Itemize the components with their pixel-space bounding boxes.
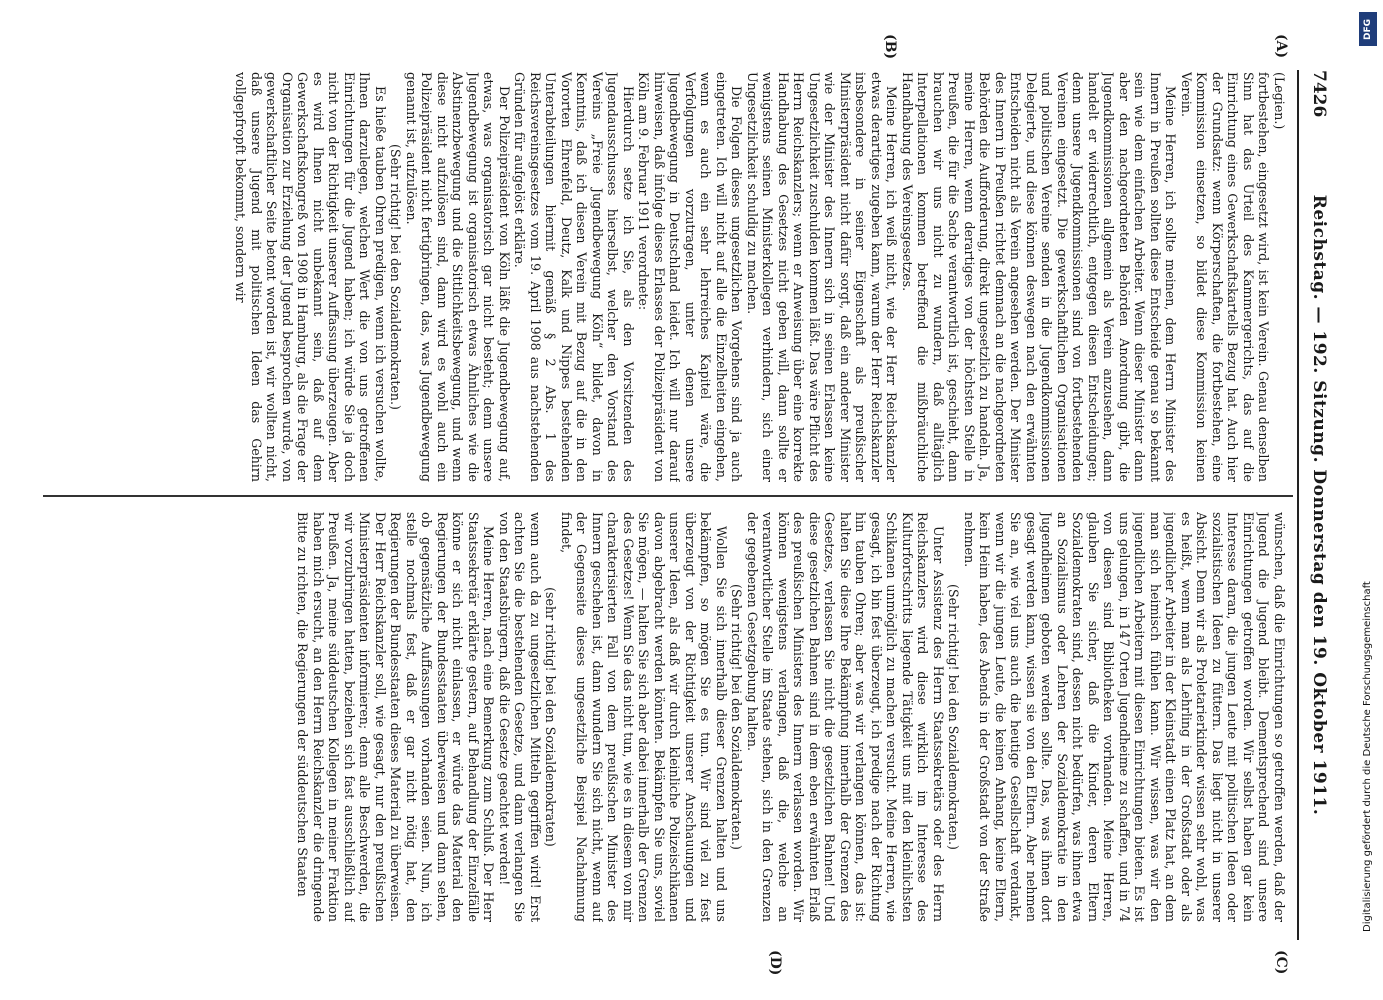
paragraph: fortbestehen, eingesetzt wird, ist kein Verein. Genau denselben Sinn hat das Urteil des Kammergerichts, das auf die Einrichtung eines Gewerkschaftskartells Bezug hat. Auch hier der Grundsatz: wenn Körperschaften, die fortbestehen, eine Kommission einsetzen, so bildet diese Kommission keinen Verein. — [1179, 72, 1272, 482]
page-number: 7426 — [1309, 70, 1329, 118]
section-marker-d: (D) — [767, 950, 783, 976]
paragraph: Meine Herren, ich weiß nicht, wie der Herr Reichskanzler etwas derartiges zugeben kann, warum der Herr Reichskanzler insbesondere in seiner Eigenschaft als preußischer Ministerpräsident nicht dafür sorgt, daß ein anderer Minister wie der Minister des Innern sich in seinen Erlassen keine Ungesetzlichkeit zuschulden kommen läßt. Das wäre Pflicht des Herrn Reichskanzlers; wenn er Anweisung über eine korrekte Handhabung des Gesetzes nicht geben will, dann sollte er wenigstens seinen Ministerkollegen verhindern, sich einer Ungesetzlichkeit schuldig zu machen. — [745, 72, 900, 482]
dfg-stamp — [1357, 8, 1379, 938]
page-header — [1305, 70, 1335, 940]
interjection: (Sehr richtig! bei den Sozialdemokraten.) — [388, 144, 404, 410]
column-divider — [43, 495, 1293, 497]
right-column — [57, 512, 1287, 922]
paragraph: wünschen, daß die Einrichtungen so getroffen werden, daß der Jugend die Jugend bleibt. Dementsprechend sind unsere Einrichtungen getroffen worden. Wir selbst haben gar kein Interesse daran, die jungen Leute mit politischen Ideen oder sozialistischen Ideen zu füttern. Das liegt nicht in unserer Absicht. Denn wir als Proletarierkinder wissen sehr wohl, was es heißt, wenn man als Lehrling in der Großstadt oder als jugendlicher Arbeiter in der Kleinstadt einen Platz hat, an dem man sich heimisch fühlen kann. Wir wissen, was wir den jugendlichen Arbeitern mit diesen Einrichtungen bieten. Es ist uns gelungen, in 147 Orten Jugendheime zu schaffen, und in 74 von diesen sind Bibliotheken vorhanden. Meine Herren, glauben Sie sicher, daß die Kinder, deren Eltern Sozialdemokraten sind, dessen nicht bedürfen, was ihnen etwa an Sozialismus oder Lehren der Sozialdemokratie in den Jugendheimen geboten werden sollte. Das, was ihnen dort gesagt werden kann, wissen sie von den Eltern. Aber nehmen Sie an, wie viel uns auch die heutige Gesellschaft verdankt, wenn wir die jungen Leute, die keinen Anhang, keine Eltern, kein Heim haben, des Abends in der Großstadt von der Straße nehmen. — [962, 512, 1287, 922]
interjection: (Sehr richtig! bei den Sozialdemokraten.) — [946, 584, 962, 850]
section-marker-b: (B) — [882, 34, 898, 60]
paragraph: Der Polizeipräsident von Köln läßt die Jugendbewegung auf, etwas, was organisatorisch gar nicht besteht; denn unsere Jugendbewegung ist organisatorisch etwas Ähnliches wie die Abstinenzbewegung und die Sittlichkeitsbewegung, und wenn diese nicht aufzulösen sind, dann wird es wohl auch ein Polizeipräsident nicht fertigbringen, das, was Jugendbewegung genannt ist, aufzulösen. — [404, 72, 512, 482]
speaker-label: (Legien.) — [1272, 72, 1287, 130]
dfg-logo: DFG — [1359, 12, 1377, 46]
paragraph: Es hieße tauben Ohren predigen, wenn ich versuchen wollte, Ihnen darzulegen, welchen Wert die von uns getroffenen Einrichtungen für die Jugend haben; ich würde Sie ja doch nicht von der Richtigkeit unserer Auffassung überzeugen. Aber es wird Ihnen nicht unbekannt sein, daß auf dem Gewerkschaftskongreß von 1908 in Hamburg, als die Frage der Organisation zur Erziehung der Jugend besprochen wurde, von gewerkschaftlicher Seite betont worden ist, wir wollten nicht, daß unsere Jugend mit politischen Ideen das Gehirn vollgepfropft bekommt, sondern wir — [233, 72, 388, 482]
interjection: (sehr richtig! bei den Sozialdemokraten) — [543, 587, 559, 847]
paragraph: Meine Herren, ich sollte meinen, dem Herrn Minister des Innern in Preußen sollten diese Entscheide genau so bekannt sein wie dem einfachen Arbeiter. Wenn dieser Minister dann aber den nachgeordneten Behörden Anordnung gibt, die Jugendkommissionen allgemein als Verein anzusehen, dann handelt er widerrechtlich, entgegen diesen Entscheidungen; denn unsere Jugendkommissionen sind von fortbestehenden Vereinen eingesetzt. Die gewerkschaftlichen Organisationen und politischen Vereine senden in die Jugendkommissionen Delegierte, und diese können deswegen nach den erwähnten Entscheiden nicht als Verein angesehen werden. Der Minister des Innern in Preußen richtet demnach an die nachgeordneten Behörden die Aufforderung, direkt ungesetzlich zu handeln. Ja, meine Herren, wenn derartiges von der höchsten Stelle in Preußen, die für die Sache verantwortlich ist, geschieht, dann brauchen wir uns nicht zu wundern, daß alltäglich Interpellationen kommen betreffend die mißbräuchliche Handhabung des Vereinsgesetzes. — [900, 72, 1179, 482]
quoted-decree: Hierdurch setze ich Sie, als den Vorsitzenden des Jugendausschusses hierselbst, welcher den Vorstand des Vereins „Freie Jugendbewegung Köln“ bildet, davon in Kenntnis, daß ich diesen Verein mit Bezug auf die in den Vororten Ehrenfeld, Deutz, Kalk und Nippes bestehenden Unterabteilungen hiermit gemäß § 2 Abs. 1 des Reichsvereinsgesetzes vom 19. April 1908 aus nachstehenden Gründen für aufgelöst erkläre. — [512, 72, 636, 482]
section-marker-c: (C) — [1273, 950, 1289, 975]
header-rule — [1297, 70, 1299, 940]
section-marker-a: (A) — [1273, 34, 1289, 59]
paragraph: Meine Herren, nach eine Bemerkung zum Schluß. Der Herr Staatssekretär erklärte gestern, auf Behandlung der Einzelfälle könne er sich nicht einlassen, er würde das Material den Regierungen der Bundesstaaten überweisen und dann sehen, ob gegensätzliche Auffassungen vorhanden seien. Nun, ich stelle nochmals fest, daß er gar nicht nötig hat, den Regierungen der Bundesstaaten dieses Material zu überweisen. Der Herr Reichskanzler soll, wie gesagt, nur den preußischen Ministerpräsidenten informieren; denn alle Beschwerden, die wir vorzubringen hatten, beziehen sich fast ausschließlich auf Preußen. Ja, meine süddeutschen Kollegen in meiner Fraktion haben mich ersucht, an den Herrn Reichskanzler die dringende Bitte zu richten, die Regierungen der süddeutschen Staaten — [295, 512, 497, 922]
page-title: Reichstag. — 192. Sitzung. Donnerstag den 19. Oktober 1911. — [1309, 194, 1329, 816]
paragraph: wenn auch da zu ungesetzlichen Mitteln gegriffen wird! Erst achten Sie die bestehenden Gesetze, und dann verlangen Sie von den Staatsbürgern, daß die Gesetze geachtet werden! — [497, 512, 543, 922]
left-column — [57, 72, 1287, 482]
paragraph: Die Folgen dieses ungesetzlichen Vorgehens sind ja auch eingetreten. Ich will nicht auf alle die Einzelheiten eingehen, wenn es auch ein sehr lehrreiches Kapitel wäre, die Verfolgungen vorzutragen, unter denen unsere Jugendbewegung in Deutschland leidet. Ich will nur darauf hinweisen, daß infolge dieses Erlasses der Polizeipräsident von Köln am 9. Februar 1911 verordnete: — [636, 72, 745, 482]
interjection: (Sehr richtig! bei den Sozialdemokraten.) — [729, 584, 745, 850]
paragraph: Wollen Sie sich innerhalb dieser Grenzen halten und uns bekämpfen, so mögen Sie es tun. Wir sind viel zu fest überzeugt von der Richtigkeit unserer Anschauungen und unserer Ideen, als daß wir durch kleinliche Polizeischikanen davon abgebracht werden könnten. Bekämpfen Sie uns, soviel Sie mögen, — halten Sie sich aber dabei innerhalb der Grenzen des Gesetzes! Wenn Sie das nicht tun, wie es in diesem von mir charakterisierten Fall von dem preußischen Minister des Innern geschehen ist, dann wundern Sie sich nicht, wenn auf der Gegenseite dieses ungesetzliche Beispiel Nachahmung findet, — [559, 512, 729, 922]
paragraph: Unter Assistenz des Herrn Staatssekretärs oder des Herrn Reichskanzlers wird diese wirklich im Interesse des Kulturfortschritts liegende Tätigkeit uns mit den kleinlichsten Schikanen unmöglich zu machen versucht. Meine Herren, wie gesagt, ich bin fest überzeugt, ich predige nach der Richtung hin tauben Ohren; aber was wir verlangen können, das ist: halten Sie diese Ihre Bekämpfung innerhalb der Grenzen des Gesetzes, verlassen Sie nicht die gesetzlichen Bahnen! Und diese gesetzlichen Bahnen sind in dem eben erwähnten Erlaß des preußischen Ministers des Innern verlassen worden. Wir können wenigstens verlangen, daß die, welche an verantwortlicher Stelle im Staate stehen, sich in den Grenzen der gegebenen Gesetzgebung halten. — [745, 512, 946, 922]
dfg-credit-text: Digitalisierung gefördert durch die Deutsche Forschungsgemeinschaft — [1362, 581, 1373, 932]
